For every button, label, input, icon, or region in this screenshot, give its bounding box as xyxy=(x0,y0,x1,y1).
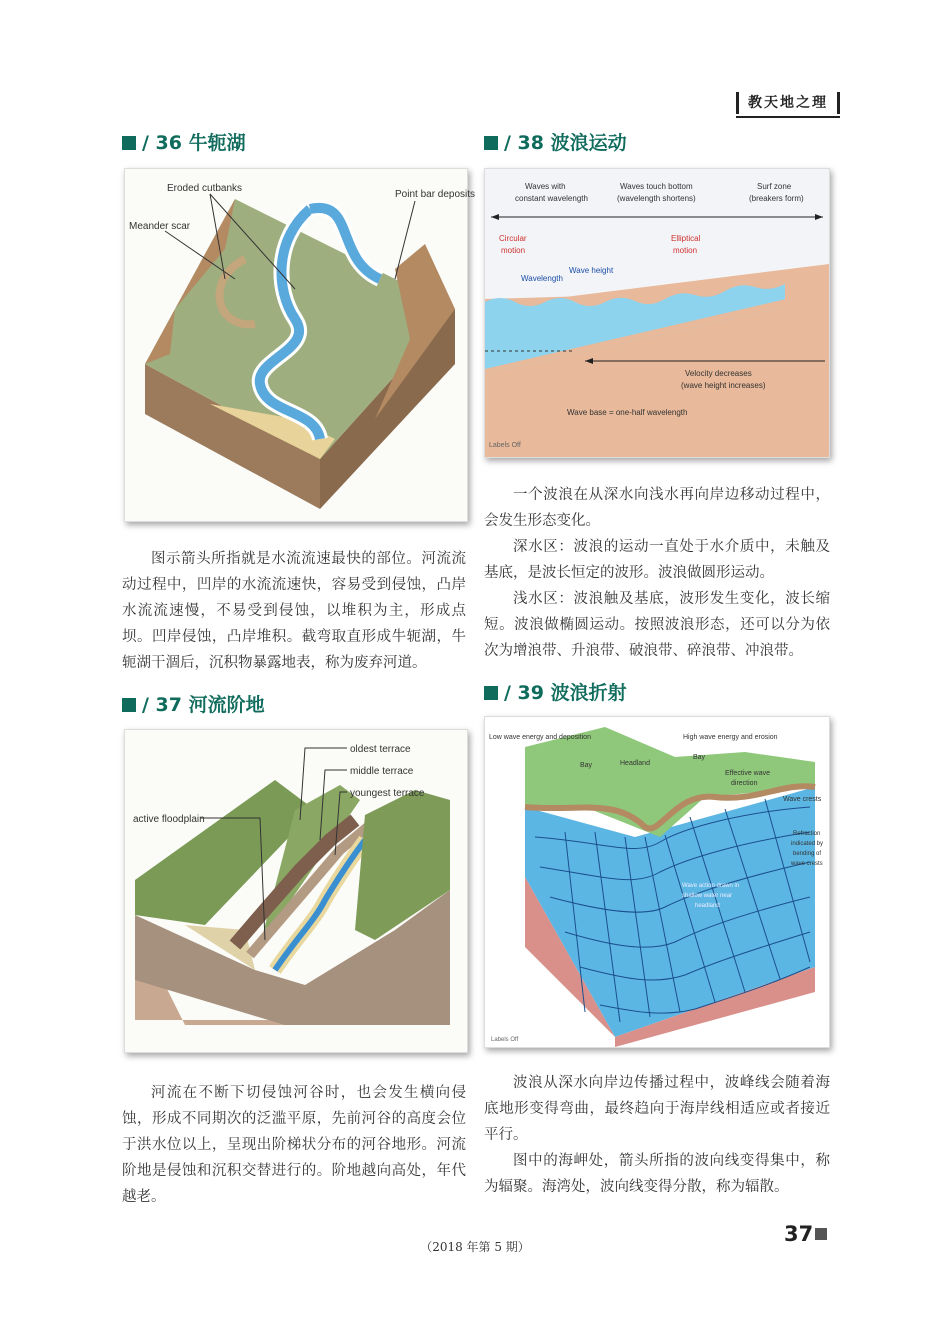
label-constant-wavelength: constant wavelength xyxy=(515,194,588,203)
label-breakers-form: (breakers form) xyxy=(749,194,804,203)
label-indicated-by: indicated by xyxy=(791,841,824,847)
title-marker-icon xyxy=(122,136,136,150)
issue-footer: （2018 年第 5 期） xyxy=(420,1240,530,1254)
label-wave-base: Wave base = one-half wavelength xyxy=(567,408,688,417)
river-terrace-figure xyxy=(124,729,468,1053)
section-36-title: / 36 牛轭湖 xyxy=(122,128,246,155)
label-wave-height: Wave height xyxy=(569,266,614,275)
wave-motion-figure xyxy=(484,168,830,458)
section-39-text: 波浪从深水向岸边传播过程中，波峰线会随着海底地形变得弯曲，最终趋向于海岸线相适应或者接近平行。 图中的海岬处，箭头所指的波向线变得集中，称为辐聚。海湾处，波向线变得分散，称为辐散。 xyxy=(484,1075,830,1195)
title-marker-icon xyxy=(122,698,136,712)
title-marker-icon xyxy=(484,136,498,150)
label-wave-crests-2: wave crests xyxy=(791,861,823,867)
label-headland: Headland xyxy=(620,760,650,767)
labels-off-toggle[interactable]: Labels Off xyxy=(489,442,521,449)
label-effective-wave: Effective wave xyxy=(725,770,771,777)
label-circular: Circular xyxy=(499,234,527,243)
label-wave-crests: Wave crests xyxy=(783,796,822,803)
section-39-title: / 39 波浪折射 xyxy=(484,678,627,705)
label-elliptical-motion: motion xyxy=(673,246,698,255)
label-wavelength: Wavelength xyxy=(521,274,563,283)
page-number: 37 xyxy=(784,1222,827,1246)
label-low-wave-energy: Low wave energy and deposition xyxy=(489,734,591,741)
label-wave-height-increases: (wave height increases) xyxy=(681,381,766,390)
label-bay-right: Bay xyxy=(693,754,706,761)
label-eroded-cutbanks: Eroded cutbanks xyxy=(167,183,243,194)
section-38-title: / 38 波浪运动 xyxy=(484,128,627,155)
label-waves-touch-bottom: Waves touch bottom xyxy=(620,182,693,191)
label-high-wave-energy: High wave energy and erosion xyxy=(683,734,778,741)
column-label: 教天地之理 xyxy=(736,92,840,114)
label-headland-2: headland xyxy=(695,903,720,909)
label-youngest-terrace: youngest terrace xyxy=(350,788,425,799)
label-elliptical: Elliptical xyxy=(671,234,701,243)
label-wave-action: Wave action drawn in xyxy=(682,883,740,889)
label-direction: direction xyxy=(731,780,758,787)
label-bay-left: Bay xyxy=(580,762,593,769)
label-meander-scar: Meander scar xyxy=(129,221,191,232)
labels-off-toggle[interactable]: Labels Off xyxy=(491,1037,519,1043)
label-surf-zone: Surf zone xyxy=(757,182,792,191)
label-oldest-terrace: oldest terrace xyxy=(350,744,411,755)
section-37-title: / 37 河流阶地 xyxy=(122,690,265,717)
label-active-floodplain: active floodplain xyxy=(133,814,205,825)
section-36-text: 图示箭头所指就是水流流速最快的部位。河流流动过程中，凹岸的水流流速快，容易受到侵蚀，凸岸水流流速慢，不易受到侵蚀，以堆积为主，形成点坝。凹岸侵蚀，凸岸堆积。截弯取直形成牛轭湖，牛轭湖干涸后，沉积物暴露地表，称为废弃河道。 xyxy=(122,551,466,671)
title-marker-icon xyxy=(484,686,498,700)
label-middle-terrace: middle terrace xyxy=(350,766,414,777)
page-marker-icon xyxy=(815,1228,827,1240)
label-refraction: Refraction xyxy=(793,831,821,837)
oxbow-lake-figure xyxy=(124,168,476,522)
label-waves-with: Waves with xyxy=(525,182,566,191)
section-38-text: 一个波浪在从深水向浅水再向岸边移动过程中，会发生形态变化。 深水区：波浪的运动一直处于水介质中，未触及基底，是波长恒定的波形。波浪做圆形运动。 浅水区：波浪触及基底，波形发生变化，波长缩短。波浪做椭圆运动。按照波浪形态，还可以分为依次为增浪带、升浪带、破浪带、碎浪带、冲浪带。 xyxy=(484,487,830,659)
section-37-text: 河流在不断下切侵蚀河谷时，也会发生横向侵蚀，形成不同期次的泛滥平原，先前河谷的高度会位于洪水位以上，呈现出阶梯状分布的河谷地形。河流阶地是侵蚀和沉积交替进行的。阶地越向高处，年代越老。 xyxy=(122,1085,466,1205)
label-point-bar: Point bar deposits xyxy=(395,189,476,200)
label-wavelength-shortens: (wavelength shortens) xyxy=(617,194,696,203)
wave-refraction-figure xyxy=(484,716,830,1048)
label-bending-of: bending of xyxy=(793,851,822,857)
label-circular-motion: motion xyxy=(501,246,526,255)
label-velocity-decreases: Velocity decreases xyxy=(685,369,752,378)
label-shallow-water: shallow water near xyxy=(682,893,733,899)
